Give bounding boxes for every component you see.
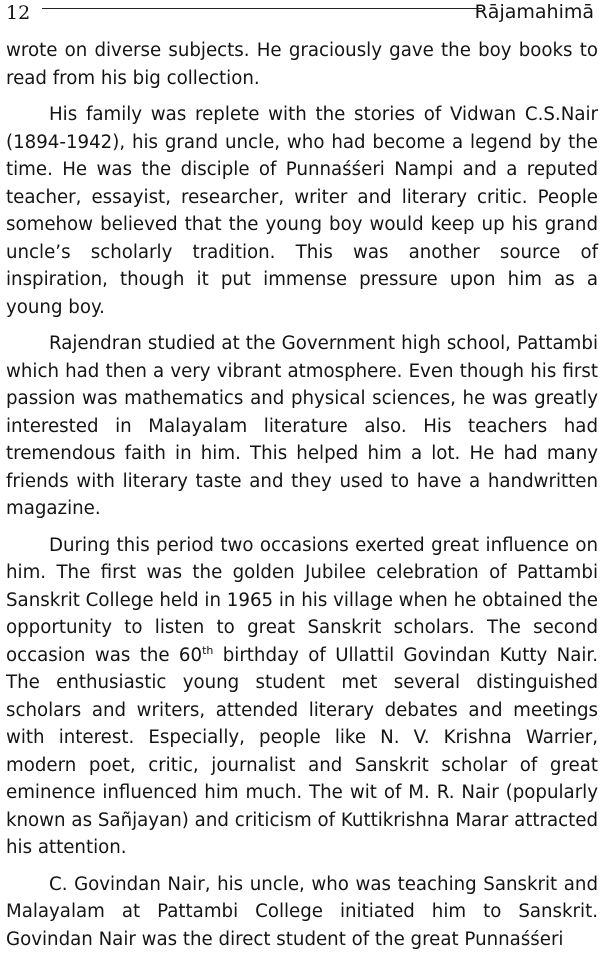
page-header xyxy=(0,0,600,30)
paragraph-4 xyxy=(6,532,598,862)
paragraph-1: wrote on diverse subjects. He graciously gave the boy books to read from his big collection. xyxy=(6,40,598,89)
paragraph-5: C. Govindan Nair, his uncle, who was teaching Sanskrit and Malayalam at Pattambi College initiated him to Sanskrit. Govindan Nair was the direct student of the great Punnaśśeri xyxy=(6,873,598,950)
running-title: Rājamahimā xyxy=(474,1,594,23)
paragraph-3: Rajendran studied at the Government high school, Pattambi which had then a very vibrant atmosphere. Even though his first passion was mathematics and physical sciences, he was greatly interested in Malayalam literature also. His teachers had tremendous faith in him. This helped him a lot. He had many friends with literary taste and they used to have a handwritten magazine. xyxy=(6,333,598,519)
paragraph-4-text-after: birthday of Ullattil Govindan Kutty Nair. The enthusiastic young student met several distinguished scholars and writers, attended literary debates and meetings with interest. Especially, people like N. V. Krishna Warrier, modern poet, critic, journalist and Sanskrit scholar of great eminence influenced him much. The wit of M. R. Nair (popularly known as Sañjayan) and criticism of Kuttikrishna Marar attracted his attention. xyxy=(6,644,598,858)
paragraph-4-text-before: During this period two occasions exerted great influence on him. The first was the golden Jubilee celebration of Pattambi Sanskrit College held in 1965 in his village when he obtained the opportunity to listen to great Sanskrit scholars. The second occasion was the 60 xyxy=(6,534,598,666)
page-body xyxy=(6,37,598,953)
ordinal-superscript: th xyxy=(202,643,214,657)
page-number: 12 xyxy=(6,2,31,24)
paragraph-2: His family was replete with the stories of Vidwan C.S.Nair (1894-1942), his grand uncle, who had become a legend by the time. He was the disciple of Punnaśśeri Nampi and a reputed teacher, essayist, researcher, writer and literary critic. People somehow believed that the young boy would keep up his grand uncle’s scholarly tradition. This was another source of inspiration, though it put immense pressure upon him as a young boy. xyxy=(6,104,598,318)
header-rule xyxy=(42,8,482,9)
